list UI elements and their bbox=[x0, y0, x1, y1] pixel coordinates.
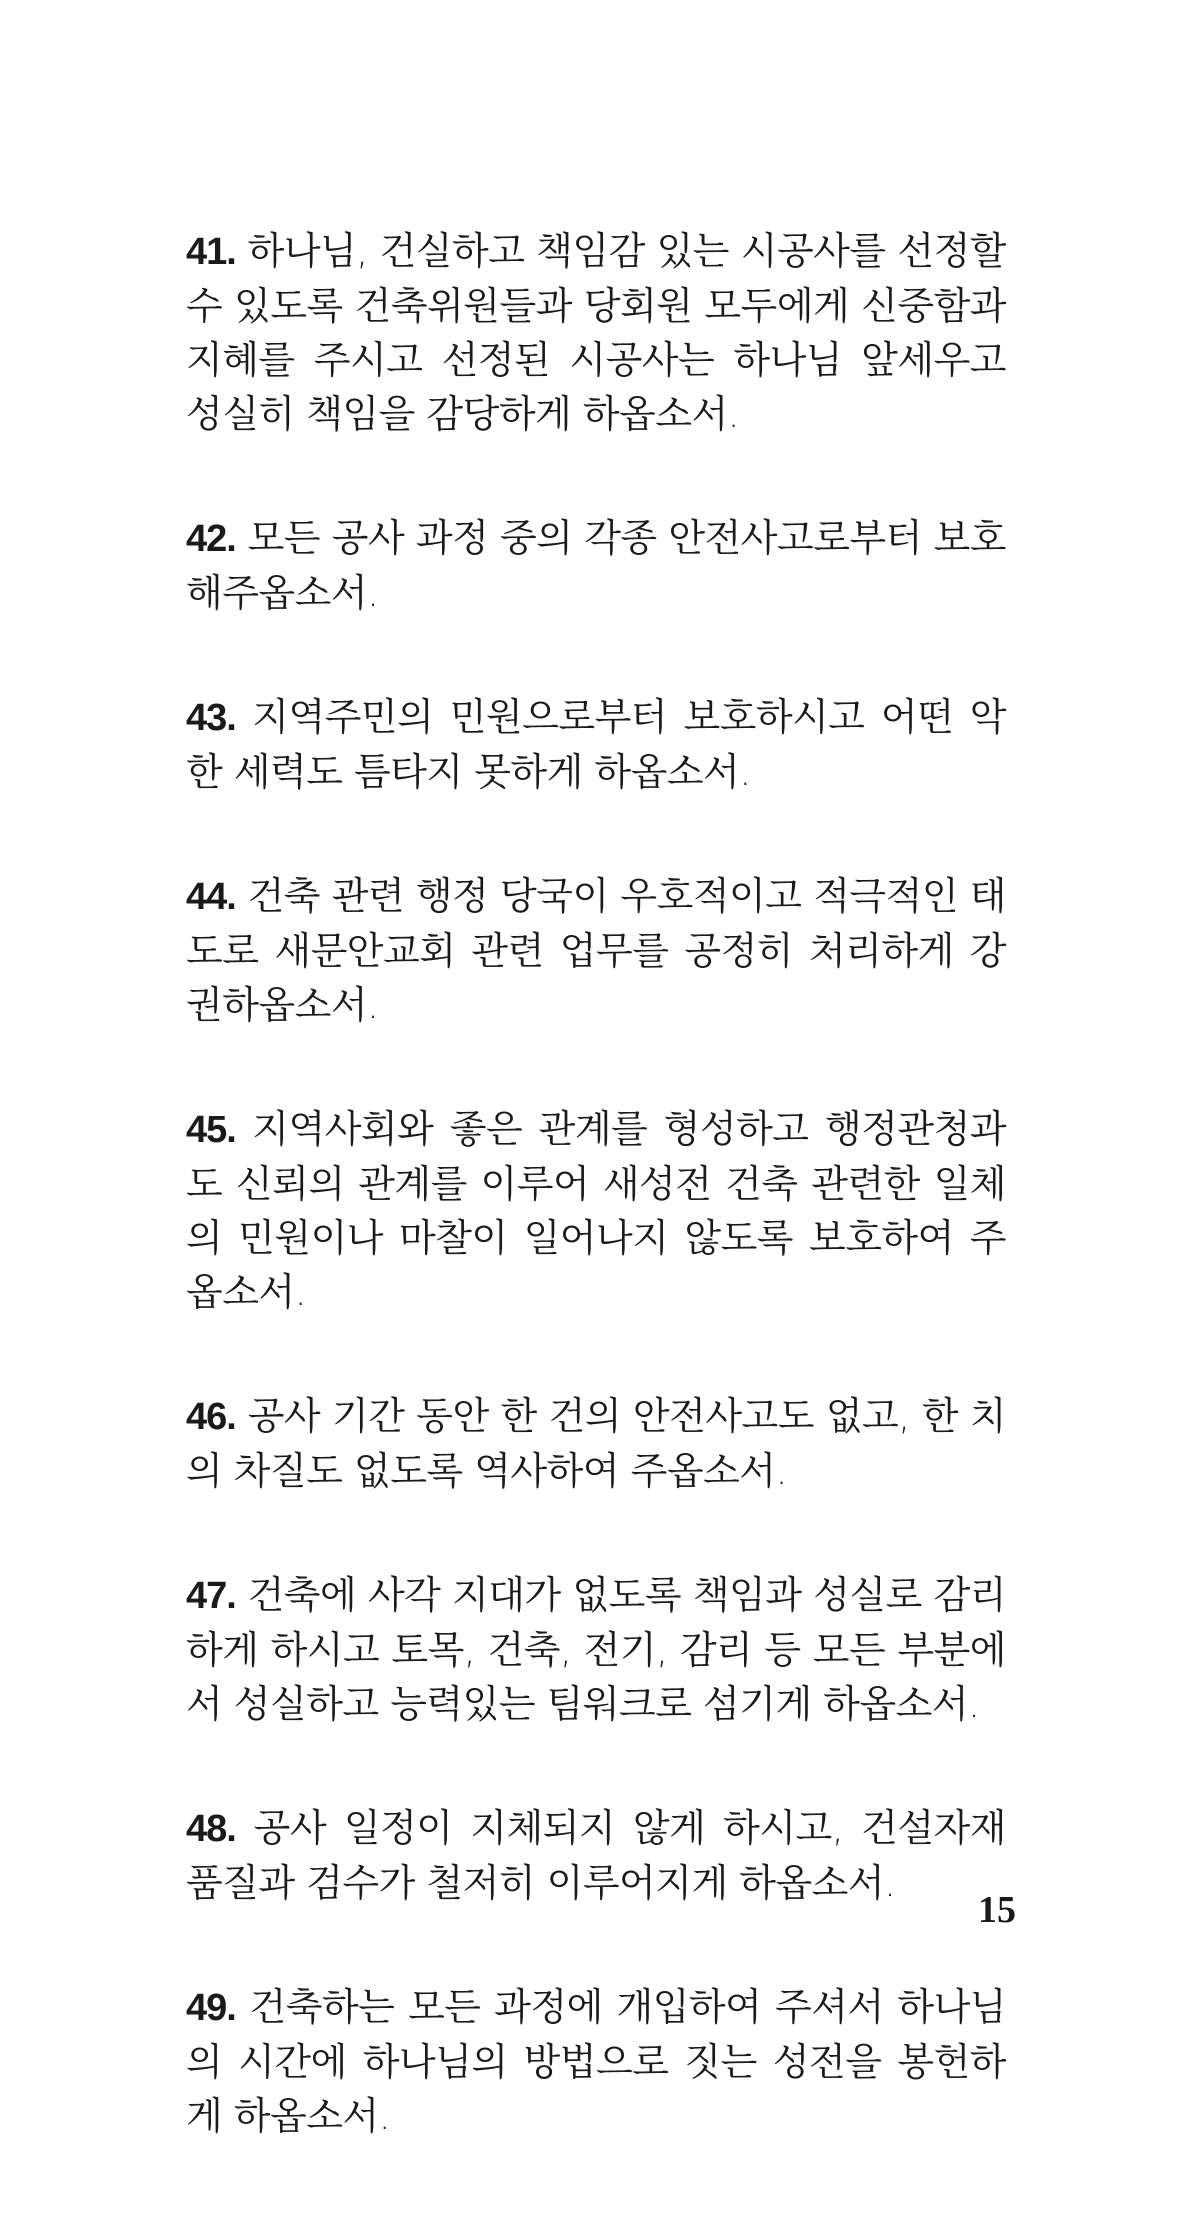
prayer-item-48 bbox=[186, 1801, 1006, 1910]
prayer-number: 48. bbox=[186, 1808, 236, 1850]
prayer-text: 공사 일정이 지체되지 않게 하시고, 건설자재 품질과 검수가 철저히 이루어지게 하옵소서. bbox=[186, 1806, 1006, 1905]
prayer-number: 44. bbox=[186, 876, 236, 918]
prayer-text: 하나님, 건실하고 책임감 있는 시공사를 선정할 수 있도록 건축위원들과 당회원 모두에게 신중함과 지혜를 주시고 선정된 시공사는 하나님 앞세우고 성실히 책임을 감당하게 하옵소서. bbox=[186, 229, 1006, 436]
prayer-item-43 bbox=[186, 690, 1006, 799]
prayer-item-44 bbox=[186, 869, 1006, 1032]
prayer-text: 건축 관련 행정 당국이 우호적이고 적극적인 태도로 새문안교회 관련 업무를 공정히 처리하게 강권하옵소서. bbox=[186, 874, 1006, 1027]
prayer-item-49 bbox=[186, 1980, 1006, 2143]
prayer-text: 공사 기간 동안 한 건의 안전사고도 없고, 한 치의 차질도 없도록 역사하여 주옵소서. bbox=[186, 1394, 1006, 1493]
prayer-item-42 bbox=[186, 511, 1006, 620]
prayer-number: 49. bbox=[186, 1987, 236, 2029]
prayer-text: 건축에 사각 지대가 없도록 책임과 성실로 감리하게 하시고 토목, 건축, 전기, 감리 등 모든 부분에서 성실하고 능력있는 팀워크로 섬기게 하옵소서. bbox=[186, 1573, 1006, 1726]
prayer-item-41 bbox=[186, 224, 1006, 441]
prayer-text: 건축하는 모든 과정에 개입하여 주셔서 하나님의 시간에 하나님의 방법으로 짓는 성전을 봉헌하게 하옵소서. bbox=[186, 1985, 1006, 2138]
prayer-list bbox=[186, 224, 1006, 2213]
prayer-text: 모든 공사 과정 중의 각종 안전사고로부터 보호해주옵소서. bbox=[186, 516, 1006, 615]
prayer-text: 지역사회와 좋은 관계를 형성하고 행정관청과도 신뢰의 관계를 이루어 새성전 건축 관련한 일체의 민원이나 마찰이 일어나지 않도록 보호하여 주옵소서. bbox=[186, 1107, 1006, 1314]
prayer-item-46 bbox=[186, 1389, 1006, 1498]
prayer-text: 지역주민의 민원으로부터 보호하시고 어떤 악한 세력도 틈타지 못하게 하옵소서. bbox=[186, 695, 1006, 794]
prayer-number: 45. bbox=[186, 1109, 236, 1151]
prayer-number: 43. bbox=[186, 697, 236, 739]
page-number: 15 bbox=[978, 1889, 1016, 1931]
prayer-number: 41. bbox=[186, 231, 236, 273]
prayer-number: 47. bbox=[186, 1575, 236, 1617]
prayer-item-45 bbox=[186, 1102, 1006, 1319]
prayer-number: 42. bbox=[186, 518, 236, 560]
prayer-number: 46. bbox=[186, 1396, 236, 1438]
prayer-item-47 bbox=[186, 1568, 1006, 1731]
